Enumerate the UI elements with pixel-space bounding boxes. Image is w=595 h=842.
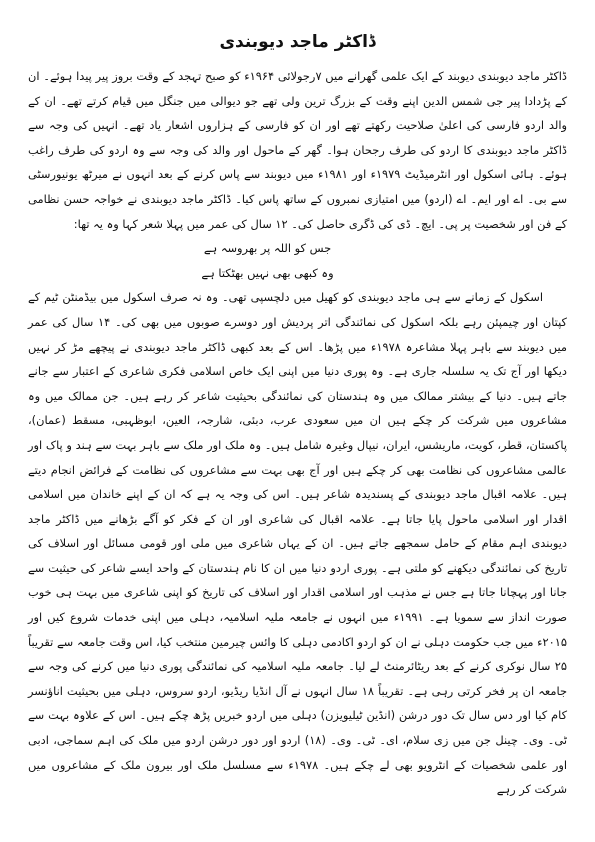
biography-paragraph-2: اسکول کے زمانے سے ہی ماجد دیوبندی کو کھیل میں دلچسپی تھی۔ وہ نہ صرف اسکول میں بیڈمنٹن ٹیم کے کپتان اور چیمپئن رہے بلکہ اسکول کی نمائندگی اتر پردیش اور دوسرے صوبوں میں بھی کی۔ ۱۴ سال کی عمر میں دیوبند سے باہر پہلا مشاعرہ ۱۹۷۸ء میں پڑھا۔ اس کے بعد کبھی ڈاکٹر ماجد دیوبندی نے پیچھے مڑ کر نہیں دیکھا اور آج تک یہ سلسلہ جاری ہے۔ وہ پوری دنیا میں اپنی ایک خاص اسلامی فکری شاعری کے اعتبار سے جانے جاتے ہیں۔ دنیا کے بیشتر ممالک میں وہ ہندستان کی نمائندگی بحیثیت شاعر کر رہے ہیں۔ جن ممالک میں وہ مشاعروں میں شرکت کر چکے ہیں ان میں سعودی عرب، دبئی، شارجہ، العین، ابوظہبی، مسقط (عمان)، پاکستان، قطر، کویت، ماریشس، ایران، نیپال وغیرہ شامل ہیں۔ وہ ملک اور ملک سے باہر بہت سے ہند و پاک اور عالمی مشاعروں کی نظامت بھی کر چکے ہیں اور آج بھی بہت سے مشاعروں کی نظامت کے فرائض انجام دیتے ہیں۔ علامہ اقبال ماجد دیوبندی کے پسندیدہ شاعر ہیں۔ اس کی وجہ یہ ہے کہ ان کے اپنے خاندان میں اسلامی اقدار اور اسلامی ماحول پایا جاتا ہے۔ علامہ اقبال کی شاعری اور ان کے فکر کو آگے بڑھانے میں ڈاکٹر ماجد دیوبندی اہم مقام کے حامل سمجھے جاتے ہیں۔ ان کے یہاں شاعری میں ملی اور قومی مسائل اور اسلاف کی تاریخ کی نمائندگی دیکھنے کو ملتی ہے۔ پوری اردو دنیا میں ان کا نام ہندستان کے واحد ایسے شاعر کی حیثیت سے جانا اور پہچانا جاتا ہے جس نے مذہب اور اسلامی اقدار اور اسلاف کی تاریخ کو اپنی شاعری میں بہت ہی خوب صورت انداز سے سمویا ہے۔ ۱۹۹۱ء میں انہوں نے جامعہ ملیہ اسلامیہ، دہلی میں اپنی خدمات شروع کیں اور ۲۰۱۵ء میں جب حکومت دہلی نے ان کو اردو اکادمی دہلی کا وائس چیرمین منتخب کیا، اس وقت جامعہ سے تقریباً ۲۵ سال نوکری کرنے کے بعد ریٹائرمنٹ لے لیا۔ جامعہ ملیہ اسلامیہ کی نمائندگی پوری دنیا میں کرنے کی وجہ سے جامعہ ان پر فخر کرتی رہی ہے۔ تقریباً ۱۸ سال انہوں نے آل انڈیا ریڈیو، اردو سروس، دہلی میں بحیثیت اناؤنسر کام کیا اور دس سال تک دور درشن (انڈین ٹیلیویزن) دہلی میں اردو خبریں پڑھ چکے ہیں۔ اس کے علاوہ بہت سے ٹی۔ وی۔ چینل جن میں زی سلام، ای۔ ٹی۔ وی۔ (۱۸) اردو اور دور درشن اردو میں ملک کی اہم سماجی، ادبی اور علمی شخصیات کے انٹرویو بھی لے چکے ہیں۔ ۱۹۷۸ء سے مسلسل ملک اور بیرون ملک کے مشاعروں میں شرکت کر رہے [28,290,567,797]
biography-paragraph-1: ڈاکٹر ماجد دیوبندی دیوبند کے ایک علمی گھرانے میں ۷رجولائی ۱۹۶۴ء کو صبح تہجد کے وقت بروز پیر پیدا ہوئے۔ ان کے پڑدادا پیر جی شمس الدین اپنے وقت کے بزرگ ترین ولی تھے جو دیوالی میں جنگل میں قیام کرتے تھے۔ ان کے والد اردو فارسی کی اعلیٰ صلاحیت رکھتے تھے اور ان کو فارسی کے ہزاروں اشعار یاد تھے۔ انہیں کی وجہ سے ڈاکٹر ماجد دیوبندی کا اردو کی طرف رجحان ہوا۔ گھر کے ماحول اور والد کی وجہ سے وہ اردو کی طرف راغب ہوئے۔ ہائی اسکول اور انٹرمیڈیٹ ۱۹۷۹ء اور ۱۹۸۱ء میں دیوبند سے پاس کرنے کے بعد انہوں نے میرٹھ یونیورسٹی سے بی۔ اے اور ایم۔ اے (اردو) میں امتیازی نمبروں کے ساتھ پاس کیا۔ ڈاکٹر ماجد دیوبندی نے خواجہ حسن نظامی کے فن اور شخصیت پر پی۔ ایچ۔ ڈی کی ڈگری حاصل کی۔ ۱۲ سال کی عمر میں پہلا شعر کہا وہ یہ تھا: [28,69,568,231]
article-title: ڈاکٹر ماجد دیوبندی [219,32,376,52]
couplet-line-2: وہ کبھی بھی نہیں بھٹکتا ہے [201,265,334,280]
couplet-line-1: جس کو اللہ پر بھروسہ ہے [203,241,332,256]
first-couplet [28,236,567,285]
